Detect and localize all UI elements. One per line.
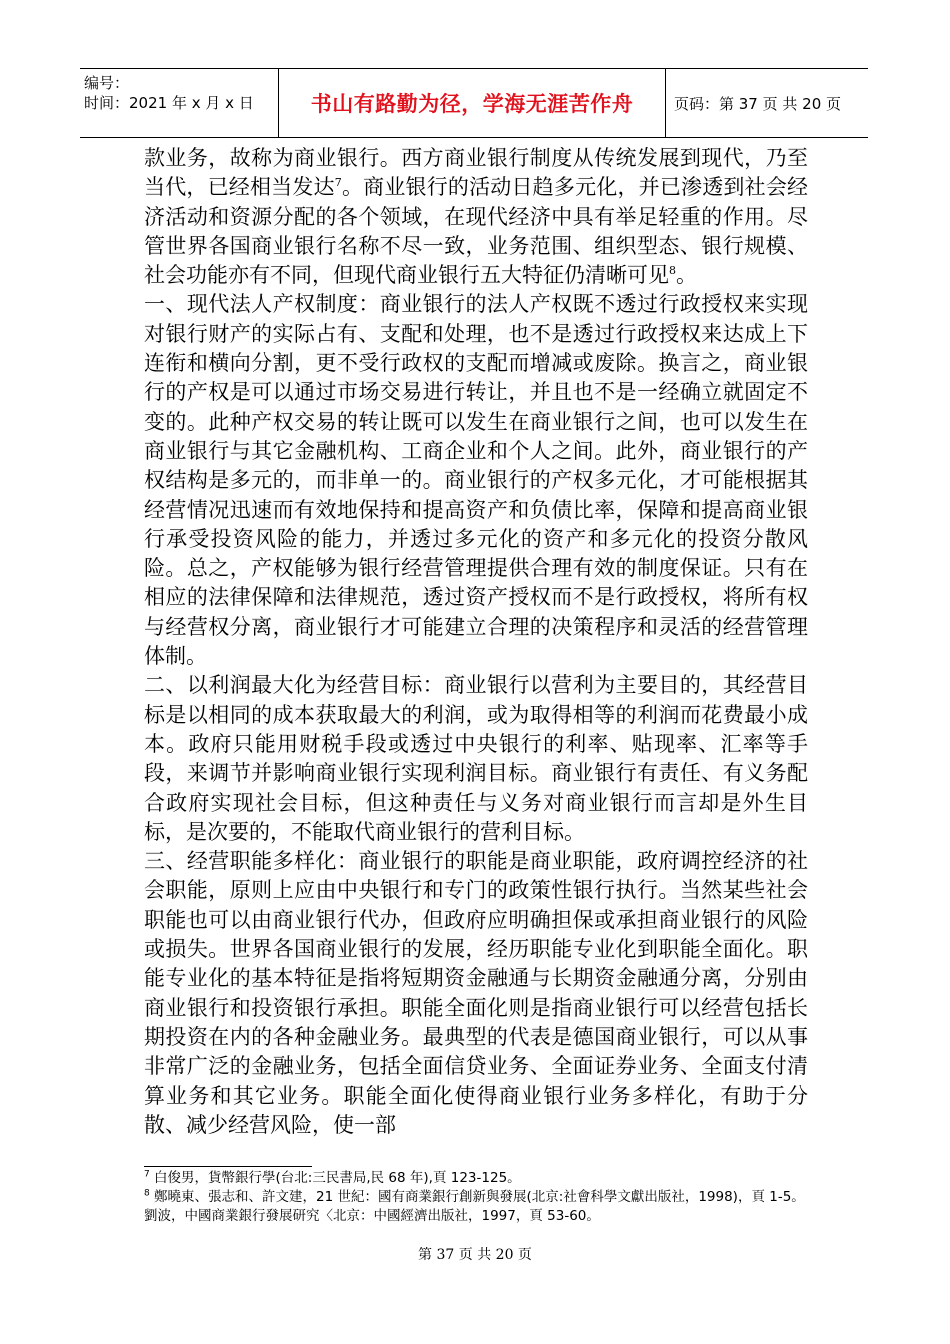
header-motto-cell	[279, 69, 666, 137]
header-page-info: 页码：第 37 页 共 20 页	[674, 94, 842, 113]
time-label: 时间：2021 年 x 月 x 日	[84, 94, 254, 112]
header-left-cell	[80, 69, 279, 137]
footnote-mark: 7	[144, 1169, 150, 1180]
footnote-text: 鄭曉東、張志和、許文建，21 世紀：國有商業銀行創新與發展(北京:社會科學文獻出版社，1998)，頁 1-5。劉波，中國商業銀行發展研究〈北京：中國經濟出版社，1997，頁 53-60。	[144, 1189, 805, 1224]
motto-text: 书山有路勤为径，学海无涯苦作舟	[310, 92, 634, 116]
footnote-separator	[144, 1166, 312, 1167]
paragraph-intro-text: 款业务，故称为商业银行。西方商业银行制度从传统发展到现代，乃至当代，已经相当发达	[144, 146, 808, 200]
paragraph-intro-end: 。	[676, 263, 697, 288]
footnote-7	[144, 1169, 808, 1188]
paragraph-property-rights: 一、现代法人产权制度：商业银行的法人产权既不透过行政授权来实现对银行财产的实际占有、支配和处理，也不是透过行政授权来达成上下连衔和横向分割，更不受行政权的支配而增减或废除。换言之，商业银行的产权是可以通过市场交易进行转让，并且也不是一经确立就固定不变的。此种产权交易的转让既可以发生在商业银行之间，也可以发生在商业银行与其它金融机构、工商企业和个人之间。此外，商业银行的产权结构是多元的，而非单一的。商业银行的产权多元化，才可能根据其经营情况迅速而有效地保持和提高资产和负债比率，保障和提高商业银行承受投资风险的能力，并透过多元化的资产和多元化的投资分散风险。总之，产权能够为银行经营管理提供合理有效的制度保证。只有在相应的法律保障和法律规范，透过资产授权而不是行政授权，将所有权与经营权分离，商业银行才可能建立合理的决策程序和灵活的经营管理体制。	[144, 292, 808, 669]
paragraph-intro-text-cont: 。商业银行的活动日趋多元化，并已渗透到社会经济活动和资源分配的各个领域，在现代经济中具有举足轻重的作用。尽管世界各国商业银行名称不尽一致，业务范围、组织型态、银行规模、社会功能亦有不同，但现代商业银行五大特征仍清晰可见	[144, 175, 809, 288]
paragraph-intro	[144, 144, 808, 290]
paragraph-diversified-functions: 三、经营职能多样化：商业银行的职能是商业职能，政府调控经济的社会职能，原则上应由中央银行和专门的政策性银行执行。当然某些社会职能也可以由商业银行代办，但政府应明确担保或承担商业银行的风险或损失。世界各国商业银行的发展，经历职能专业化到职能全面化。职能专业化的基本特征是指将短期资金融通与长期资金融通分离，分别由商业银行和投资银行承担。职能全面化则是指商业银行可以经营包括长期投资在内的各种金融业务。最典型的代表是德国商业银行，可以从事非常广泛的金融业务，包括全面信贷业务、全面证券业务、全面支付清算业务和其它业务。职能全面化使得商业银行业务多样化，有助于分散、减少经营风险，使一部	[144, 849, 808, 1137]
page-number: 第 37 页 共 20 页	[418, 1247, 532, 1263]
footnote-mark: 8	[144, 1188, 150, 1199]
footnote-8	[144, 1188, 808, 1226]
paragraph-profit-goal: 二、以利润最大化为经营目标：商业银行以营利为主要目的，其经营目标是以相同的成本获取最大的利润，或为取得相等的利润而花费最小成本。政府只能用财税手段或透过中央银行的利率、贴现率、汇率等手段，来调节并影响商业银行实现利润目标。商业银行有责任、有义务配合政府实现社会目标，但这种责任与义务对商业银行而言却是外生目标，是次要的，不能取代商业银行的营利目标。	[144, 673, 808, 844]
document-body	[144, 144, 808, 1140]
footnotes	[144, 1169, 808, 1226]
footnote-ref-8: 8	[669, 264, 676, 278]
footnote-text: 白俊男，貨幣銀行學(台北:三民書局,民 68 年),頁 123-125。	[154, 1170, 521, 1186]
number-label: 编号：	[84, 74, 130, 92]
header-table	[80, 68, 868, 138]
footnote-ref-7: 7	[334, 176, 342, 190]
